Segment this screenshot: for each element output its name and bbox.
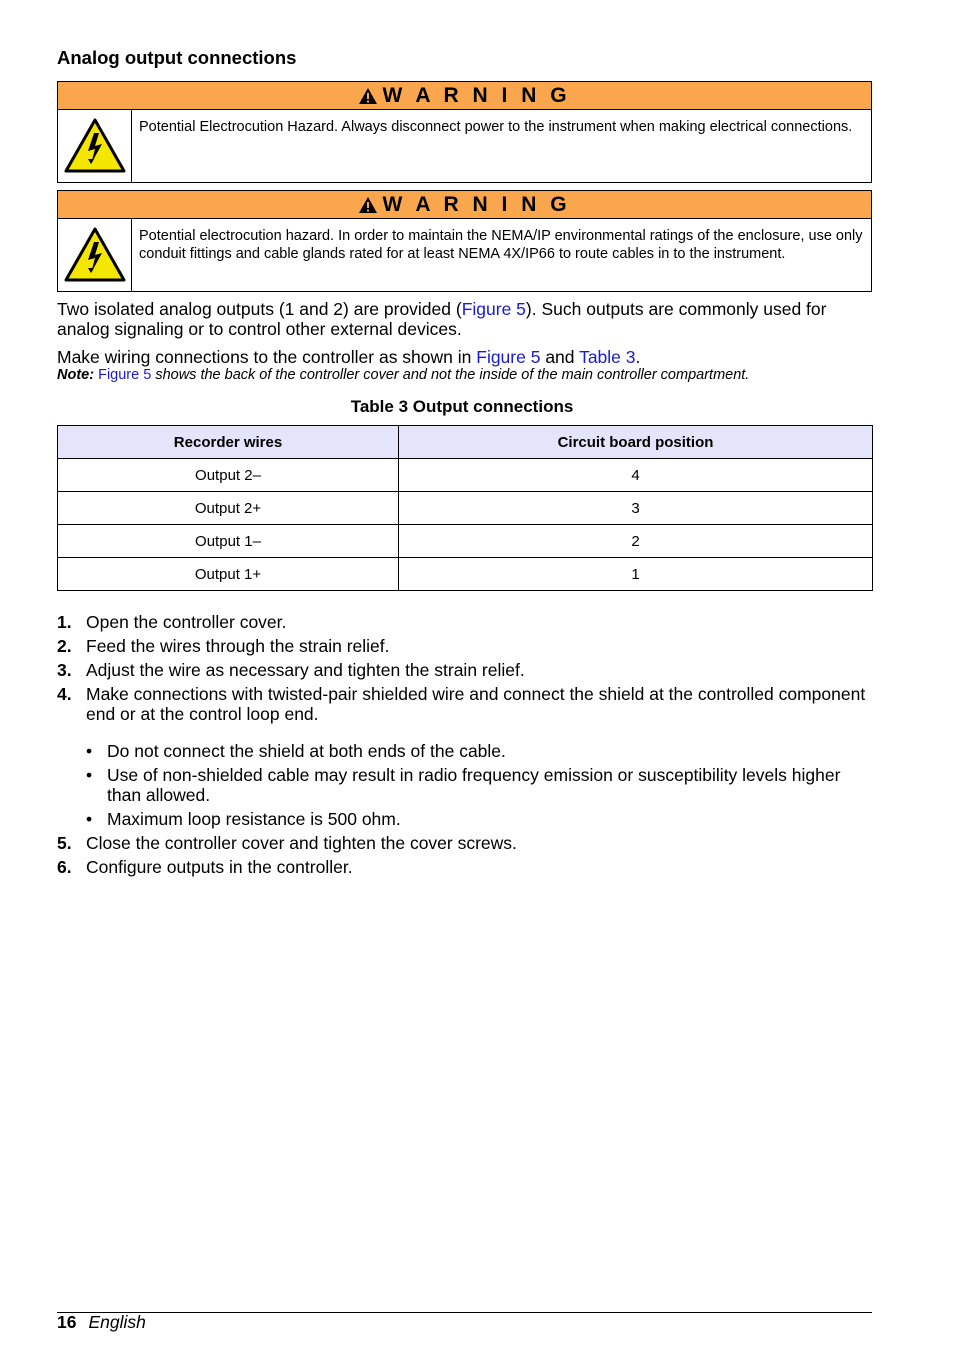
para-text: Two isolated analog outputs (1 and 2) are provided (: [57, 299, 462, 319]
warning-triangle-icon: [358, 87, 378, 105]
warning-title: W A R N I N G: [382, 192, 571, 216]
step-number: 1.: [57, 612, 72, 632]
warning-text: Potential electrocution hazard. In order to maintain the NEMA/IP environmental ratings of the enclosure, use only conduit fittings and cable glands rated for at least NEMA 4X/IP66 to route cables in to the instrument.: [139, 228, 863, 262]
warning-header: [58, 191, 871, 219]
table-cell: 1: [399, 558, 873, 591]
para-text: ). Such outputs are commonly used for analog signaling or to control other external devices.: [57, 299, 827, 339]
page-number: 16: [57, 1312, 77, 1332]
warning-title: W A R N I N G: [382, 83, 571, 107]
table-row: [58, 525, 873, 558]
warning-icon-cell: [58, 219, 132, 291]
step-text: Configure outputs in the controller.: [86, 857, 353, 877]
step-number: 3.: [57, 660, 72, 680]
table-cell: Output 1+: [58, 558, 399, 591]
intro-paragraph: [57, 299, 872, 339]
note: [57, 367, 749, 383]
step-text: Make connections with twisted-pair shielded wire and connect the shield at the controlled component end or at the control loop end.: [86, 684, 866, 724]
figure-link[interactable]: Figure 5: [98, 367, 152, 383]
column-header: Recorder wires: [58, 426, 399, 459]
warning-header: [58, 82, 871, 110]
table-row: [58, 492, 873, 525]
electrical-hazard-icon: [64, 118, 126, 174]
para-text: .: [635, 347, 641, 367]
bullet-text: Maximum loop resistance is 500 ohm.: [107, 809, 401, 829]
column-header: Circuit board position: [399, 426, 873, 459]
bullet-marker: •: [86, 765, 93, 785]
warning-box: [57, 190, 872, 292]
warning-triangle-icon: [358, 196, 378, 214]
table-link[interactable]: Table 3: [579, 347, 636, 367]
para-text: Make wiring connections to the controller as shown in: [57, 347, 477, 367]
table-cell: 4: [399, 459, 873, 492]
section-heading: Analog output connections: [57, 47, 297, 68]
bullet-marker: •: [86, 741, 93, 761]
step-number: 6.: [57, 857, 72, 877]
wiring-paragraph: [57, 347, 872, 367]
figure-link[interactable]: Figure 5: [461, 299, 526, 319]
step-text: Adjust the wire as necessary and tighten the strain relief.: [86, 660, 525, 680]
table-cell: Output 2–: [58, 459, 399, 492]
note-label: Note:: [57, 367, 95, 383]
bullet-marker: •: [86, 809, 93, 829]
step-text: Close the controller cover and tighten the cover screws.: [86, 833, 517, 853]
output-connections-table: [57, 425, 873, 591]
warning-text: Potential Electrocution Hazard. Always disconnect power to the instrument when making electrical connections.: [139, 119, 853, 135]
note-text: shows the back of the controller cover and not the inside of the main controller compartment.: [151, 367, 750, 383]
step-number: 2.: [57, 636, 72, 656]
page-footer: [57, 1312, 146, 1333]
para-text: and: [540, 347, 580, 367]
footer-language: English: [88, 1312, 146, 1332]
electrical-hazard-icon: [64, 227, 126, 283]
table-row: [58, 459, 873, 492]
warning-box: [57, 81, 872, 183]
bullet-text: Use of non-shielded cable may result in radio frequency emission or susceptibility levels higher than allowed.: [107, 765, 841, 805]
warning-icon-cell: [58, 110, 132, 182]
step-text: Open the controller cover.: [86, 612, 287, 632]
table-caption: Table 3 Output connections: [350, 397, 574, 416]
table-cell: 3: [399, 492, 873, 525]
step-text: Feed the wires through the strain relief.: [86, 636, 390, 656]
footer-divider: [57, 1312, 872, 1313]
bullet-text: Do not connect the shield at both ends of the cable.: [107, 741, 506, 761]
table-cell: Output 1–: [58, 525, 399, 558]
table-cell: Output 2+: [58, 492, 399, 525]
figure-link[interactable]: Figure 5: [476, 347, 541, 367]
step-number: 4.: [57, 684, 72, 704]
table-cell: 2: [399, 525, 873, 558]
table-row: [58, 558, 873, 591]
table-header-row: [58, 426, 873, 459]
step-number: 5.: [57, 833, 72, 853]
